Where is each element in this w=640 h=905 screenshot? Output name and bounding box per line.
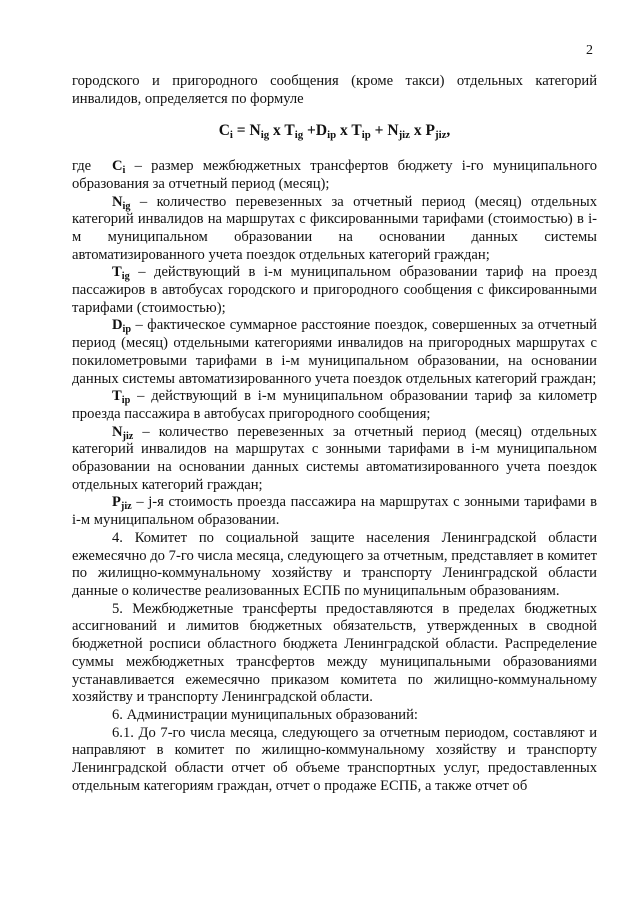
definition-pjiz xyxy=(72,494,597,529)
formula-pjiz-sub: jiz xyxy=(434,129,447,142)
formula-dip: D xyxy=(315,122,328,140)
definition-subscript: jiz xyxy=(122,430,134,442)
formula-njiz: N xyxy=(387,122,399,140)
formula-tip-sub: ip xyxy=(361,129,371,142)
formula-tig-sub: ig xyxy=(294,129,304,142)
formula-ci: C xyxy=(218,122,230,140)
paragraph-5: 5. Межбюджетные трансферты предоставляются в пределах бюджетных ассигнований и лимитов бюджетных обязательств, утвержденных в сводной бюджетной росписи областного бюджета Ленинградской области. Распределение суммы межбюджетных трансфертов между муниципальными образованиями устанавливается ежемесячно приказом комитета по жилищно-коммунальному хозяйству и транспорту Ленинградской области. xyxy=(72,600,597,706)
definition-subscript: ig xyxy=(122,200,131,212)
paragraph-4: 4. Комитет по социальной защите населения Ленинградской области ежемесячно до 7-го числа месяца, следующего за отчетным, представляет в комитет по жилищно-коммунальному хозяйству и транспорту Ленинградской области данные о количестве реализованных ЕСПБ по муниципальным образованиям. xyxy=(72,529,597,599)
definition-text: – фактическое суммарное расстояние поездок, совершенных за отчетный период (месяц) отдельными категориями инвалидов на пригородных маршрутах с покилометровыми тарифами в i-м муниципальном образовании, на основании данных системы автоматизированного учета поездок отдельных категорий граждан; xyxy=(72,317,597,387)
definition-subscript: ig xyxy=(121,271,130,283)
definition-symbol: D xyxy=(112,317,123,334)
paragraph-6-1: 6.1. До 7-го числа месяца, следующего за отчетным периодом, составляют и направляют в комитет по жилищно-коммунальному хозяйству и транспорту Ленинградской области отчет об объеме транспортных услуг, предоставленных отдельным категориям граждан, отчет о продаже ЕСПБ, а также отчет об xyxy=(72,724,597,794)
formula-eq: = xyxy=(232,122,250,140)
definition-symbol: N xyxy=(112,423,123,440)
definition-prefix: где xyxy=(72,158,92,175)
definition-symbol: T xyxy=(112,264,122,281)
formula xyxy=(72,122,597,140)
formula-ci-sub: i xyxy=(229,129,233,142)
definition-symbol: C xyxy=(112,158,123,175)
formula-x3: x xyxy=(410,122,426,140)
page-number: 2 xyxy=(586,43,593,58)
paragraph-6: 6. Администрации муниципальных образований: xyxy=(112,706,418,723)
definition-dip xyxy=(72,317,597,388)
definition-symbol: P xyxy=(112,494,121,511)
definition-text: – количество перевезенных за отчетный период (месяц) отдельных категорий инвалидов на маршрутах с зонными тарифами в i-м муниципальном образовании на основании данных системы автоматизированного учета поездок отдельных категорий граждан; xyxy=(72,423,597,493)
formula-pjiz: P xyxy=(425,122,435,140)
formula-tip: T xyxy=(351,122,362,140)
definition-text: – действующий в i-м муниципальном образовании тариф за километр проезда пассажира в автобусах пригородного сообщения; xyxy=(72,388,597,422)
definition-njiz xyxy=(72,424,597,495)
definition-text: – j-я стоимость проезда пассажира на маршрутах с зонными тарифами в i-м муниципальном образовании. xyxy=(72,494,597,529)
formula-nig-sub: ig xyxy=(260,129,270,142)
definition-text: – размер межбюджетных трансфертов бюджету i-го муниципального образования за отчетный период (месяц); xyxy=(72,158,597,192)
definition-subscript: i xyxy=(122,165,126,177)
definition-subscript: jiz xyxy=(120,501,132,513)
definition-symbol: T xyxy=(112,388,122,405)
definition-tip xyxy=(72,388,597,423)
document-body xyxy=(72,73,597,795)
definition-tig xyxy=(72,264,597,317)
definition-subscript: ip xyxy=(122,324,132,336)
intro-paragraph: городского и пригородного сообщения (кроме такси) отдельных категорий инвалидов, определяется по формуле xyxy=(72,73,597,107)
definition-symbol: N xyxy=(112,193,123,210)
definition-nig xyxy=(72,194,597,265)
formula-tig: T xyxy=(284,122,295,140)
formula-plus2: + xyxy=(370,122,388,140)
definition-text: – действующий в i-м муниципальном образовании тариф на проезд пассажиров в автобусах городского и пригородного сообщения с фиксированными тарифами (стоимостью); xyxy=(72,264,597,316)
formula-x2: x xyxy=(336,122,352,140)
formula-end: , xyxy=(446,122,451,140)
formula-plus1: + xyxy=(303,122,316,140)
definition-text: – количество перевезенных за отчетный период (месяц) отдельных категорий инвалидов на маршрутах с фиксированными тарифами (стоимостью) в i-м муниципальном образовании на основании данных системы автоматизированного учета поездок отдельных категорий граждан; xyxy=(72,193,597,263)
definition-ci xyxy=(72,158,597,193)
formula-nig: N xyxy=(249,122,261,140)
definition-subscript: ip xyxy=(121,395,131,407)
formula-dip-sub: ip xyxy=(327,129,337,142)
formula-x1: x xyxy=(269,122,285,140)
formula-njiz-sub: jiz xyxy=(398,129,410,142)
